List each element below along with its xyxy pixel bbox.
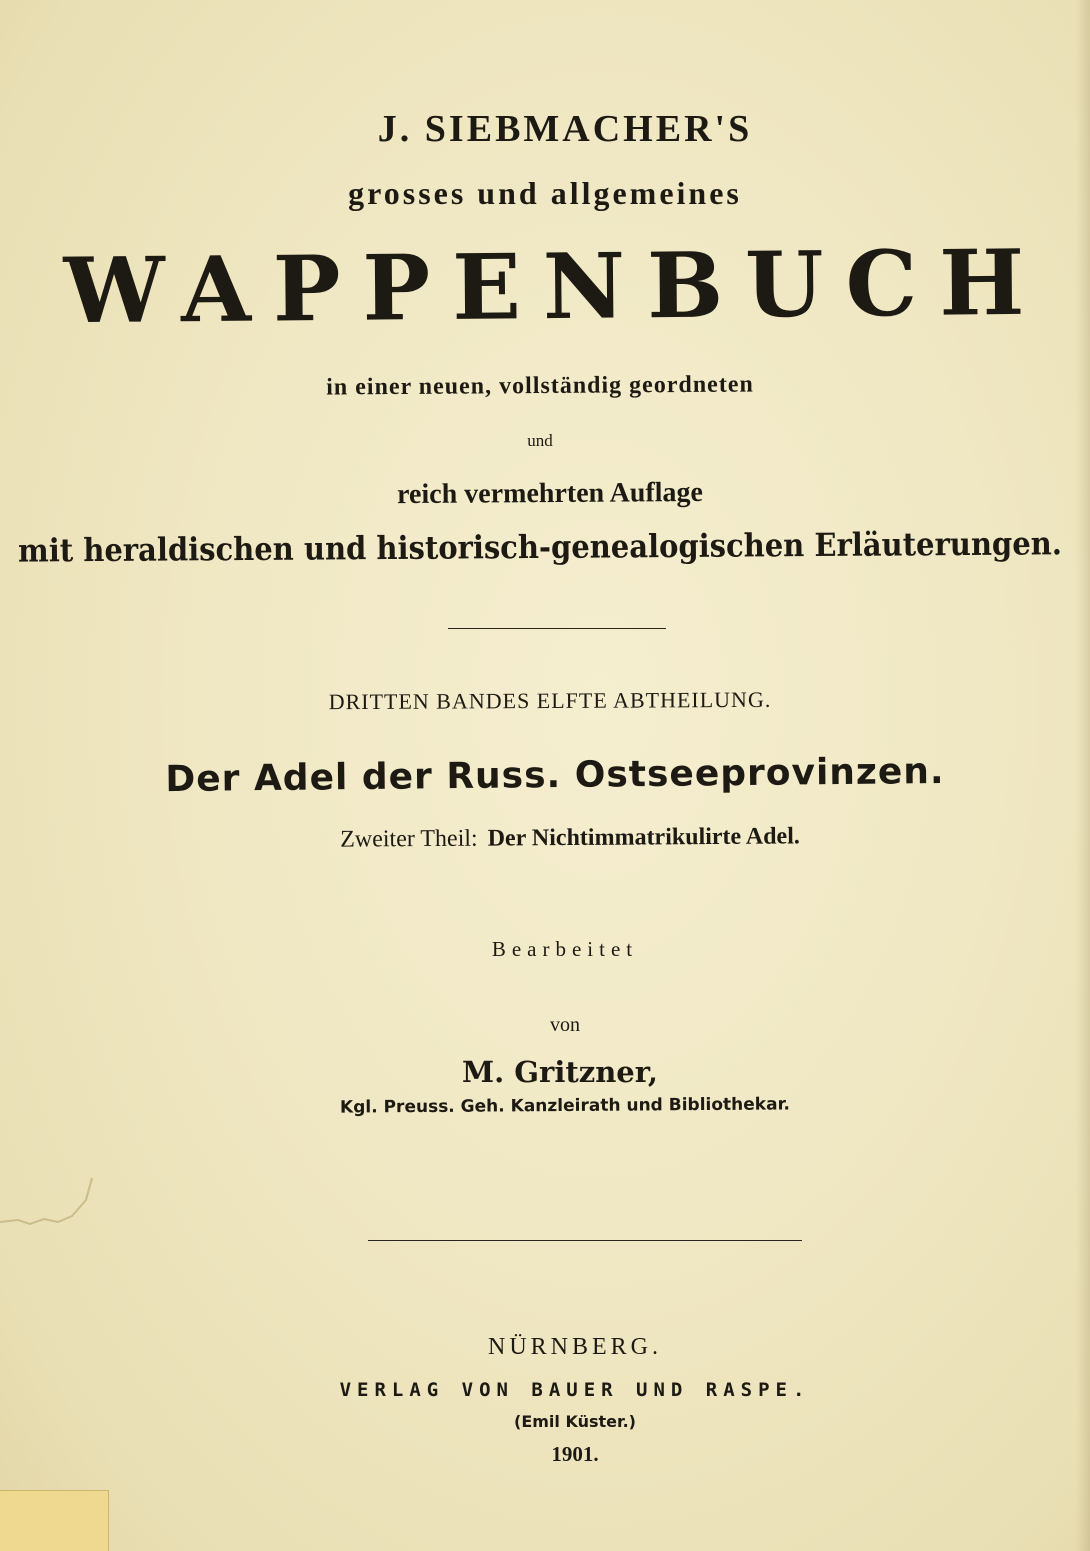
imprint-publisher: VERLAG VON BAUER UND RASPE. [339,1379,811,1401]
divider-top [448,628,666,629]
author-title: Kgl. Preuss. Geh. Kanzleirath und Bibliothekar. [339,1094,791,1118]
main-title: WAPPENBUCH [63,229,1047,345]
imprint-city: NÜRNBERG. [487,1334,662,1360]
by-label: von [550,1014,580,1036]
author-publisher-heading: J. SIEBMACHER'S [377,108,753,150]
title-prefix: grosses und allgemeines [348,175,742,211]
paper-tear-mark [0,1170,95,1240]
part-title: Der Nichtimmatrikulirte Adel. [487,823,800,852]
subtitle-line-2: reich vermehrten Auflage [396,476,704,511]
part-label: Zweiter Theil: [340,825,478,853]
library-sticker [0,1490,109,1551]
subtitle-line-1: in einer neuen, vollständig geordneten [326,371,754,401]
divider-bottom [368,1240,802,1241]
imprint-year: 1901. [551,1442,599,1466]
section-heading: DRITTEN BANDES ELFTE ABTHEILUNG. [328,686,772,715]
subtitle-conjunction: und [527,431,553,450]
part-line [25,822,1090,854]
author-name: M. Gritzner, [461,1055,659,1089]
edited-label: Bearbeitet [491,937,639,961]
volume-title: Der Adel der Russ. Ostseeprovinzen. [165,750,945,801]
subtitle-fraktur: mit heraldischen und historisch-genealogischen Erläuterungen. [17,524,1063,570]
imprint-publisher-note: (Emil Küster.) [514,1412,636,1431]
page-edge-shadow [1076,0,1090,1551]
